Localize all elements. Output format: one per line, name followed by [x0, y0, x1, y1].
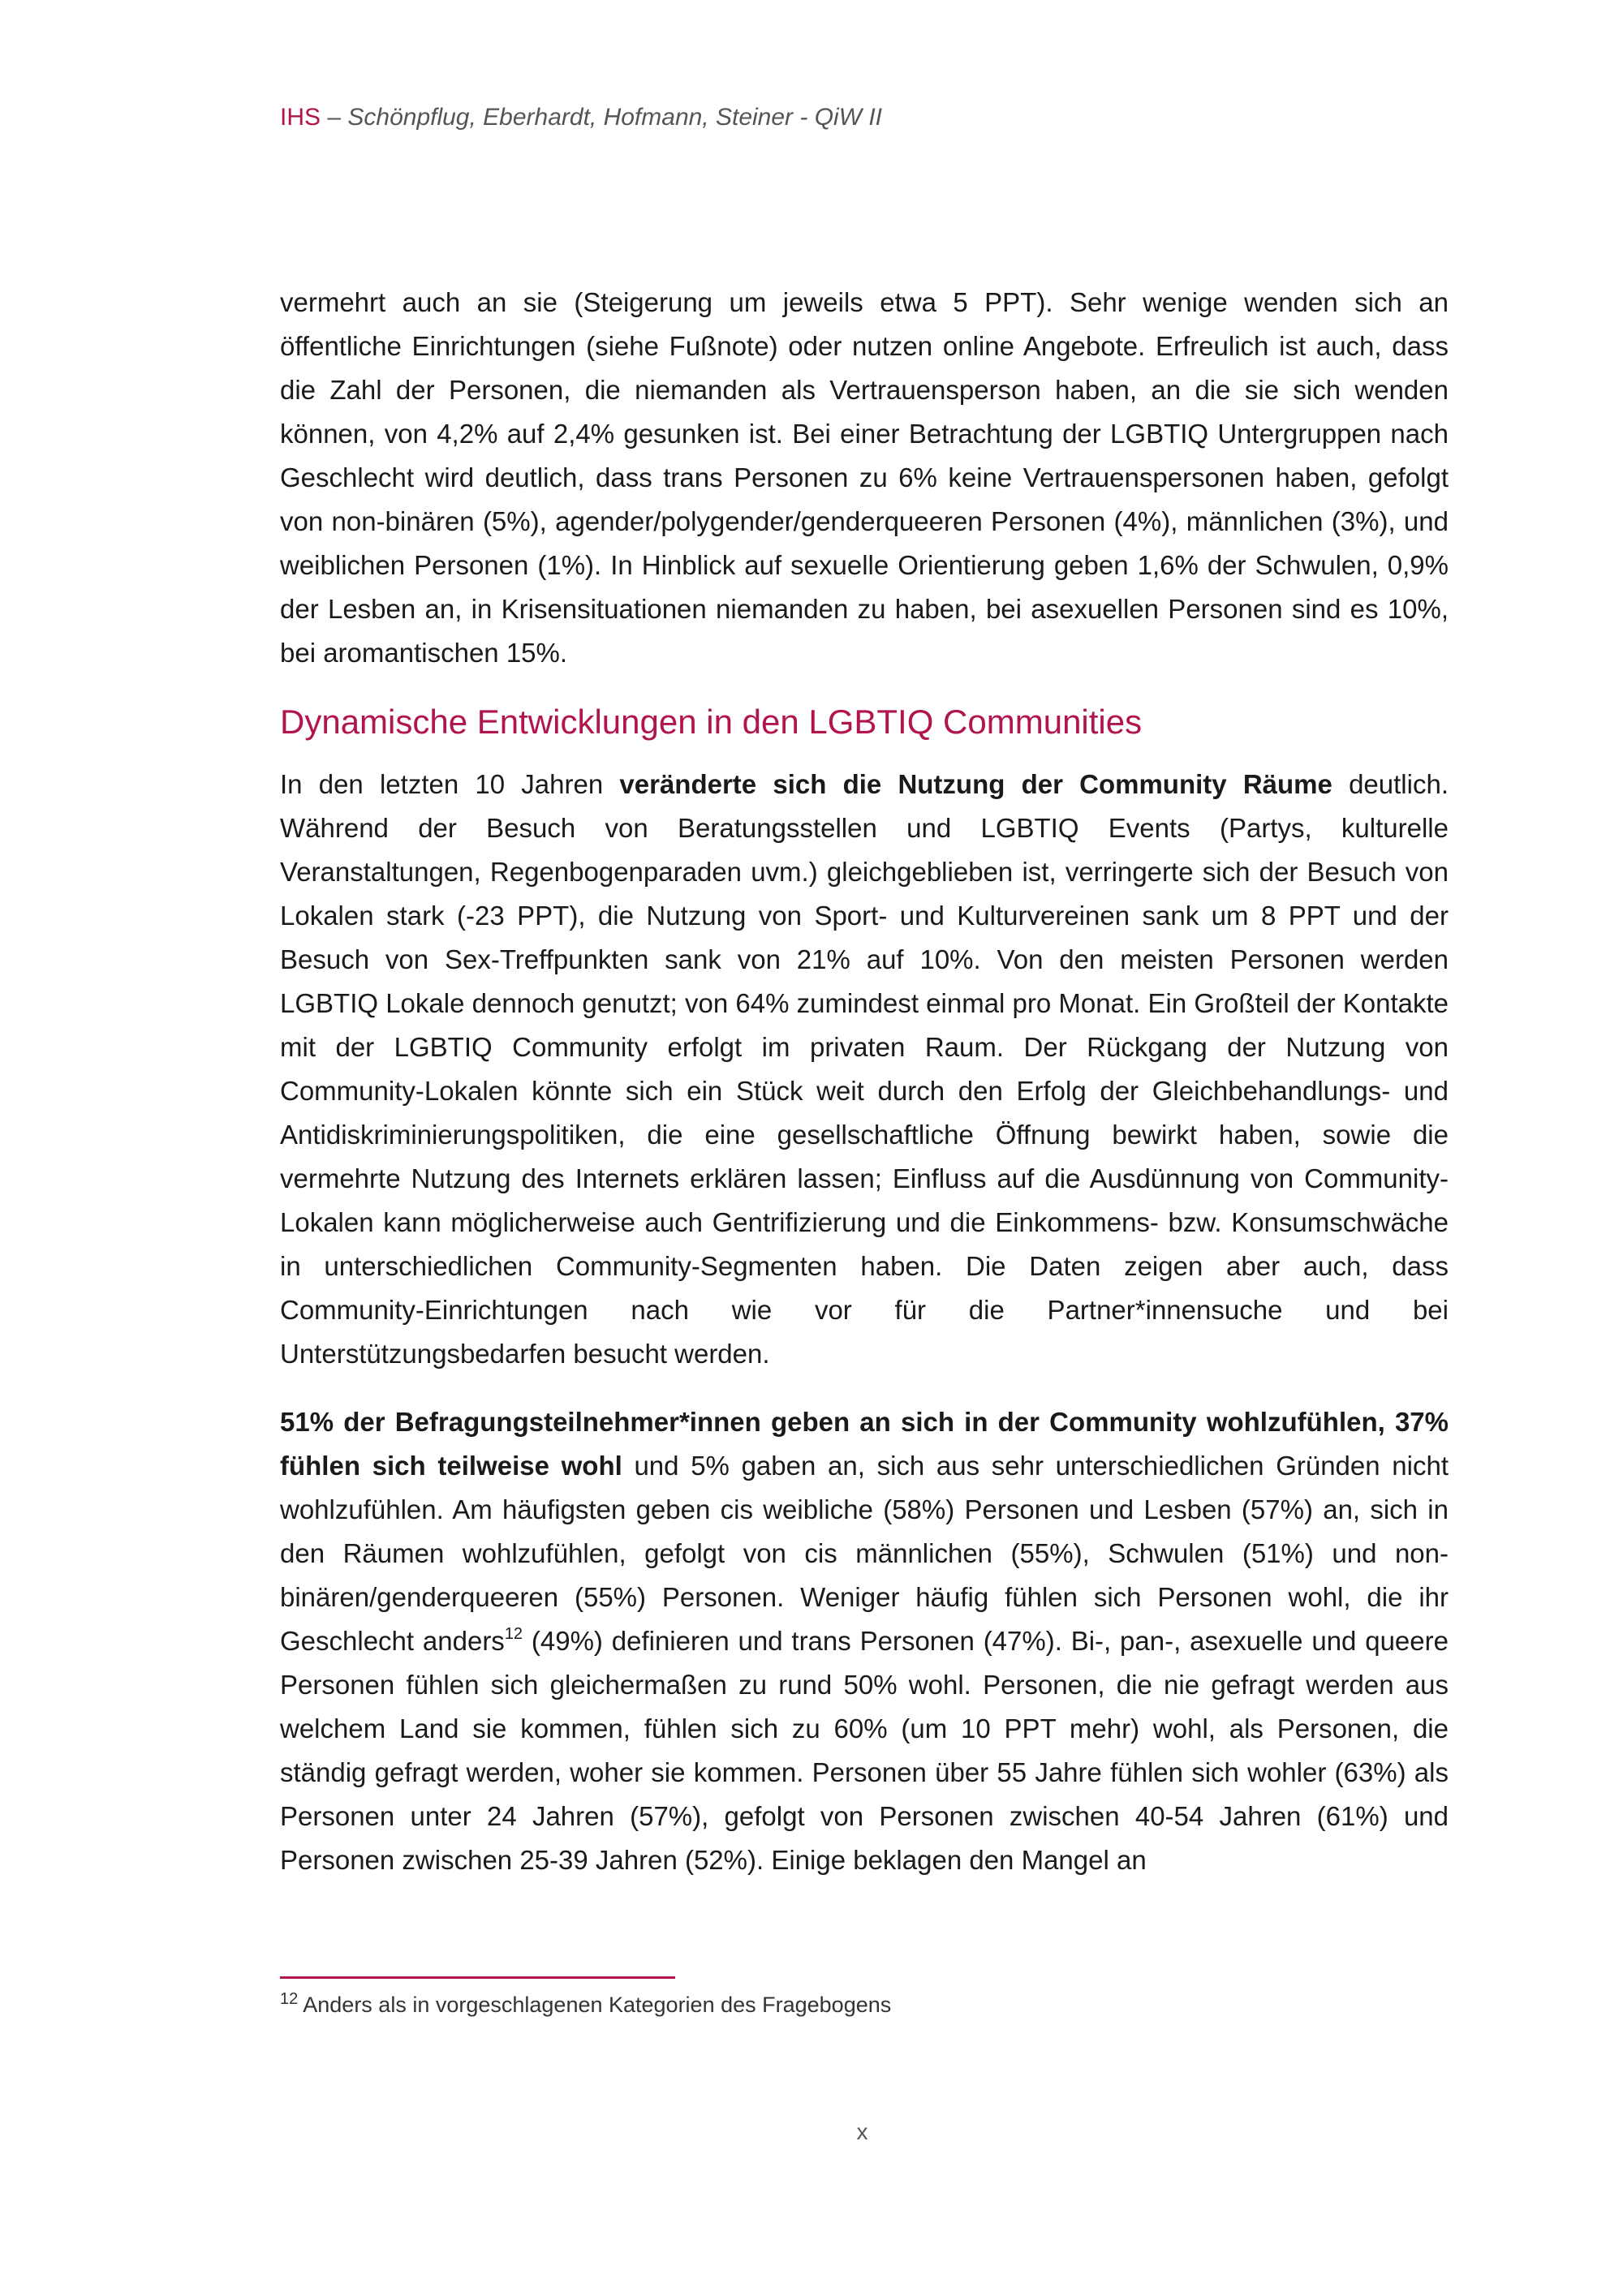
header-separator: – [321, 104, 348, 131]
footnote-text: Anders als in vorgeschlagenen Kategorien des Fragebogens [298, 1993, 892, 2017]
bold-text-run: veränderte sich die Nutzung der Community Räume [619, 769, 1332, 799]
footnote [280, 1990, 892, 2018]
text-run: (49%) definieren und trans Personen (47%). Bi-, pan-, asexuelle und queere Personen fühlen sich gleichermaßen zu rund 50% wohl. Personen, die nie gefragt werden aus welchem Land sie kommen, fühlen sich zu 60% (um 10 PPT mehr) wohl, als Personen, die ständig gefragt werden, woher sie kommen. Personen über 55 Jahre fühlen sich wohler (63%) als Personen unter 24 Jahren (57%), gefolgt von Personen zwischen 40-54 Jahren (61%) und Personen zwischen 25-39 Jahren (52%). Einige beklagen den Mangel an [280, 1626, 1449, 1875]
paragraph-community-spaces [280, 763, 1449, 1376]
bold-text-run: 51% der Befragungsteilnehmer*innen geben an sich in der Community wohlzufühlen, 37% fühlen sich teilweise wohl [280, 1407, 1449, 1481]
text-run: deutlich. Während der Besuch von Beratungsstellen und LGBTIQ Events (Partys, kulturelle Veranstaltungen, Regenbogenparaden uvm.) gleichgeblieben ist, verringerte sich der Besuch von Lokalen stark (-23 PPT), die Nutzung von Sport- und Kulturvereinen sank um 8 PPT und der Besuch von Sex-Treffpunkten sank von 21% auf 10%. Von den meisten Personen werden LGBTIQ Lokale dennoch genutzt; von 64% zumindest einmal pro Monat. Ein Großteil der Kontakte mit der LGBTIQ Community erfolgt im privaten Raum. Der Rückgang der Nutzung von Community-Lokalen könnte sich ein Stück weit durch den Erfolg der Gleichbehandlungs- und Antidiskriminierungspolitiken, die eine gesellschaftliche Öffnung bewirkt haben, sowie die vermehrte Nutzung des Internets erklären lassen; Einfluss auf die Ausdünnung von Community-Lokalen kann möglicherweise auch Gentrifizierung und die Einkommens- bzw. Konsumschwäche in unterschiedlichen Community-Segmenten haben. Die Daten zeigen aber auch, dass Community-Einrichtungen nach wie vor für die Partner*innensuche und bei Unterstützungsbedarfen besucht werden. [280, 769, 1449, 1369]
footnote-divider [280, 1976, 675, 1979]
main-content [280, 281, 1449, 1907]
section-heading: Dynamische Entwicklungen in den LGBTIQ Communities [280, 703, 1143, 741]
text-run: und 5% gaben an, sich aus sehr unterschiedlichen Gründen nicht wohlzufühlen. Am häufigsten geben cis weibliche (58%) Personen und Lesben (57%) an, sich in den Räumen wohlzufühlen, gefolgt von cis männlichen (55%), Schwulen (51%) und non-binären/genderqueeren (55%) Personen. Weniger häufig fühlen sich Personen wohl, die ihr Geschlecht anders [280, 1451, 1449, 1656]
running-header [280, 104, 882, 131]
text-run: In den letzten 10 Jahren [280, 769, 620, 799]
page-number: x [856, 2119, 868, 2144]
header-authors: Schönpflug, Eberhardt, Hofmann, Steiner - QiW II [347, 104, 883, 131]
paragraph-trusted-persons: vermehrt auch an sie (Steigerung um jeweils etwa 5 PPT). Sehr wenige wenden sich an öffentliche Einrichtungen (siehe Fußnote) oder nutzen online Angebote. Erfreulich ist auch, dass die Zahl der Personen, die niemanden als Vertrauensperson haben, an die sie sich wenden können, von 4,2% auf 2,4% gesunken ist. Bei einer Betrachtung der LGBTIQ Untergruppen nach Geschlecht wird deutlich, dass trans Personen zu 6% keine Vertrauenspersonen haben, gefolgt von non-binären (5%), agender/polygender/genderqueeren Personen (4%), männlichen (3%), und weiblichen Personen (1%). In Hinblick auf sexuelle Orientierung geben 1,6% der Schwulen, 0,9% der Lesben an, in Krisensituationen niemanden zu haben, bei asexuellen Personen sind es 10%, bei aromantischen 15%. [280, 287, 1449, 668]
footnote-number: 12 [280, 1990, 299, 2008]
paragraph-wellbeing [280, 1400, 1449, 1882]
footnote-reference[interactable]: 12 [504, 1625, 523, 1643]
header-brand: IHS [280, 104, 321, 131]
